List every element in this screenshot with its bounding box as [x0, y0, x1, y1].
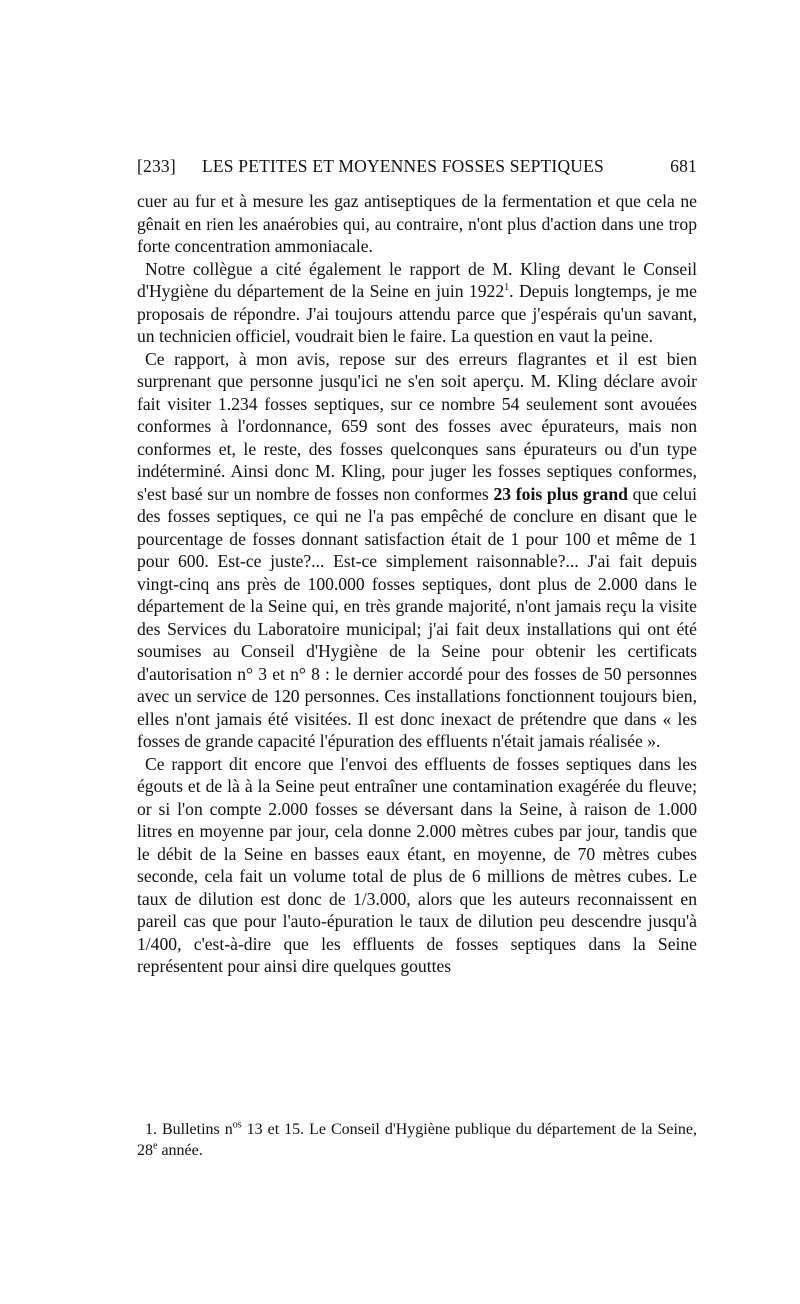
paragraph-3-end: que celui des fosses septiques, ce qui ne l'a pas empêché de conclure en disant que le pourcentage de fosses donnant satisfaction était de 1 pour 100 et même de 1 pour 600. Est-ce juste?... Est-ce simplement raisonnable?... J'ai fait depuis vingt-cinq ans près de 100.000 fosses septiques, dont plus de 2.000 dans le département de la Seine qui, en très grande majorité, n'ont jamais reçu la visite des Services du Laboratoire municipal; j'ai fait deux installations qui ont été soumises au Conseil d'Hygiène de la Seine pour obtenir les certificats d'autorisation n° 3 et n° 8 : le dernier accordé pour des fosses de 50 personnes avec un service de 120 personnes. Ces installations fonctionnent toujours bien, elles n'ont jamais été visitées. Il est donc inexact de prétendre que dans « les fosses de grande capacité l'épuration des effluents n'était jamais réalisée ». — [137, 483, 697, 751]
paragraph-2-end: . Depuis longtemps, je me proposais de répondre. J'ai toujours attendu parce que j'espérais qu'un savant, un technicien officiel, voudrait bien le faire. La question en vaut la peine. — [137, 281, 697, 346]
body-text — [137, 190, 697, 978]
page-number: 681 — [670, 156, 697, 176]
footnote — [137, 1119, 697, 1161]
page-reference: [233] — [137, 156, 176, 176]
paragraph-3-start: Ce rapport, à mon avis, repose sur des erreurs flagrantes et il est bien surprenant que personne jusqu'ici ne s'en soit aperçu. M. Kling déclare avoir fait visiter 1.234 fosses septiques, sur ce nombre 54 seulement sont avouées conformes à l'ordonnance, 659 sont des fosses avec épurateurs, mais non conformes et, le reste, des fosses quelconques sans épurateurs ou d'un type indéterminé. Ainsi donc M. Kling, pour juger les fosses septiques conformes, s'est basé sur un nombre de fosses non conformes — [137, 348, 697, 504]
page-header — [137, 156, 697, 180]
footnote-marker: 1. — [145, 1121, 157, 1138]
emphasis-text: 23 fois plus grand — [493, 483, 628, 504]
footnote-superscript-2: e — [153, 1140, 158, 1152]
footnote-text-end: année. — [161, 1142, 203, 1159]
paragraph-3 — [137, 348, 697, 753]
running-title: LES PETITES ET MOYENNES FOSSES SEPTIQUES — [202, 156, 604, 176]
footnote-text-middle: 13 et 15. Le Conseil d'Hygiène publique du département de la Seine, 28 — [137, 1121, 698, 1159]
footnote-reference: 1 — [504, 282, 510, 294]
footnote-text-start: Bulletins n — [161, 1121, 233, 1138]
paragraph-2 — [137, 258, 697, 348]
paragraph-4: Ce rapport dit encore que l'envoi des effluents de fosses septiques dans les égouts et de là à la Seine peut entraîner une contamination exagérée du fleuve; or si l'on compte 2.000 fosses se déversant dans la Seine, à raison de 1.000 litres en moyenne par jour, cela donne 2.000 mètres cubes par jour, tandis que le débit de la Seine en basses eaux étant, en moyenne, de 70 mètres cubes seconde, cela fait un volume total de plus de 6 millions de mètres cubes. Le taux de dilution est donc de 1/3.000, alors que les auteurs reconnaissent en pareil cas que pour l'auto-épuration le taux de dilution peu descendre jusqu'à 1/400, c'est-à-dire que les effluents de fosses septiques dans la Seine représentent pour ainsi dire quelques gouttes — [137, 753, 697, 976]
paragraph-2-start: Notre collègue a cité également le rapport de M. Kling devant le Conseil d'Hygiène du département de la Seine en juin 1922 — [137, 258, 697, 301]
footnote-superscript: os — [232, 1119, 242, 1131]
paragraph-1: cuer au fur et à mesure les gaz antiseptiques de la fermentation et que cela ne gênait en rien les anaérobies qui, au contraire, n'ont plus d'action dans une trop forte concentration ammoniacale. — [137, 191, 697, 256]
